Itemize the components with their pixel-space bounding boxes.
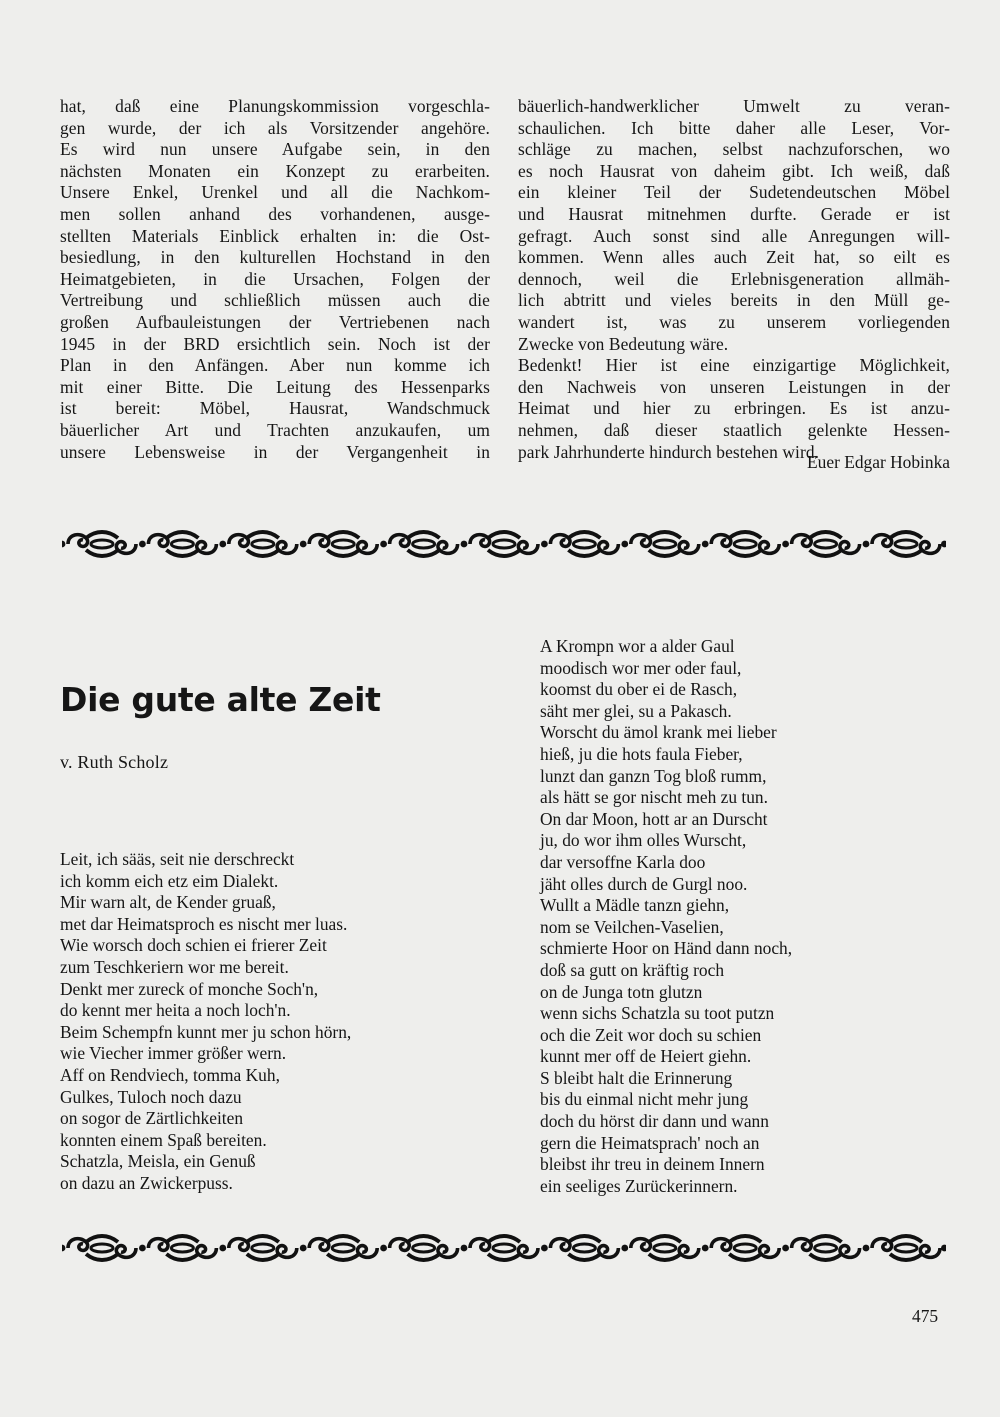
- letter-line: lich abtritt und vieles bereits in den Müll ge-: [518, 290, 950, 311]
- poem-line: schmierte Hoor on Händ dann noch,: [540, 938, 793, 959]
- letter-signature: Euer Edgar Hobinka: [807, 452, 950, 472]
- poem-line: Wullt a Mädle tanzn giehn,: [540, 895, 730, 916]
- poem-line: S bleibt halt die Erinnerung: [540, 1067, 733, 1088]
- poem-line: Schatzla, Meisla, ein Genuß: [60, 1151, 256, 1172]
- ornament-unit: [139, 1236, 216, 1260]
- ornament-unit: [863, 1236, 940, 1260]
- letter-line: und Hausrat mitnehmen durfte. Gerade er ist: [518, 203, 950, 224]
- poem-line: ju, do wor ihm olles Wurscht,: [540, 830, 747, 851]
- poem-line: bis du einmal nicht mehr jung: [540, 1089, 749, 1110]
- article-title: Die gute alte Zeit: [60, 680, 381, 719]
- poem-line: koomst du ober ei de Rasch,: [540, 679, 738, 700]
- letter-line: schaulichen. Ich bitte daher alle Leser, Vor-: [518, 117, 950, 138]
- letter-line: ein kleiner Teil der Sudetendeutschen Möbel: [518, 182, 950, 203]
- ornament-unit: [621, 1236, 698, 1260]
- letter-line: dennoch, weil die Erlebnisgeneration allmäh-: [518, 268, 950, 289]
- ornament-unit: [541, 1236, 618, 1260]
- ornament-unit: [300, 532, 377, 556]
- letter-line: schläge zu machen, selbst nachzuforschen, wo: [518, 139, 950, 160]
- ornament-unit: [461, 532, 538, 556]
- letter-line: Vertreibung und schließlich müssen auch die: [60, 290, 490, 311]
- ornament-unit: [219, 532, 296, 556]
- ornament-unit: [62, 532, 136, 556]
- poem-line: Gulkes, Tuloch noch dazu: [60, 1086, 242, 1107]
- poem-line: nom se Veilchen-Vaselien,: [540, 916, 724, 937]
- letter-line: gefragt. Auch sonst sind alle Anregungen will-: [518, 225, 950, 246]
- letter-line: ist bereit: Möbel, Hausrat, Wandschmuck: [60, 398, 490, 419]
- letter-line: bäuerlich-handwerklicher Umwelt zu veran-: [518, 96, 950, 116]
- letter-line: wandert ist, was zu unserem vorliegenden: [518, 311, 950, 332]
- letter-line: Unsere Enkel, Urenkel und all die Nachkom-: [60, 182, 490, 203]
- poem-line: doch du hörst dir dann und wann: [540, 1111, 769, 1132]
- ornament-unit: [62, 1236, 136, 1260]
- poem-line: konnten einem Spaß bereiten.: [60, 1129, 267, 1150]
- ornament-unit: [782, 532, 859, 556]
- ornament-unit: [702, 532, 779, 556]
- article-author: v. Ruth Scholz: [60, 752, 169, 772]
- poem-line: Aff on Rendviech, tomma Kuh,: [60, 1064, 280, 1085]
- ornament-end-bead: [941, 1245, 946, 1252]
- poem-line: ein seeliges Zurückerinnern.: [540, 1175, 738, 1196]
- ornament-border-top: [62, 528, 946, 560]
- poem-line: on sogor de Zärtlichkeiten: [60, 1108, 244, 1129]
- poem-line: met dar Heimatsproch es nischt mer luas.: [60, 913, 348, 934]
- letter-line: nehmen, daß dieser staatlich gelenkte Hessen-: [518, 419, 950, 440]
- letter-line: Heimat und hier zu erbringen. Es ist anzu-: [518, 398, 950, 419]
- letter-column-right: [518, 96, 950, 463]
- poem-line: Leit, ich sääs, seit nie derschreckt: [60, 849, 295, 869]
- poem-line: gern die Heimatsprach' noch an: [540, 1132, 760, 1153]
- poem-line: wie Viecher immer größer wern.: [60, 1043, 287, 1064]
- ornament-unit: [782, 1236, 859, 1260]
- ornament-unit: [621, 532, 698, 556]
- letter-line: kommen. Wenn alles auch Zeit hat, so eilt es: [518, 247, 950, 268]
- poem-line: do kennt mer heita a noch loch'n.: [60, 1000, 291, 1021]
- letter-line: unsere Lebensweise in der Vergangenheit in: [60, 441, 490, 462]
- letter-line: mit einer Bitte. Die Leitung des Hessenparks: [60, 376, 490, 397]
- letter-line: Es wird nun unsere Aufgabe sein, in den: [60, 139, 490, 160]
- poem-line: hieß, ju die hots faula Fieber,: [540, 743, 743, 764]
- ornament-border-bottom: [62, 1232, 946, 1264]
- poem-line: A Krompn wor a alder Gaul: [540, 636, 735, 656]
- letter-line: es noch Hausrat von daheim gibt. Ich weiß, daß: [518, 160, 950, 181]
- ornament-unit: [300, 1236, 377, 1260]
- letter-line: Heimatgebieten, in die Ursachen, Folgen der: [60, 268, 490, 289]
- letter-line: nächsten Monaten ein Konzept zu erarbeiten.: [60, 160, 490, 181]
- ornament-unit: [219, 1236, 296, 1260]
- letter-line: besiedlung, in den kulturellen Hochstand in den: [60, 247, 490, 268]
- letter-line: den Nachweis von unseren Leistungen in der: [518, 376, 950, 397]
- page-number: 475: [912, 1306, 939, 1326]
- letter-line: park Jahrhunderte hindurch bestehen wird.: [518, 441, 820, 462]
- letter-line: 1945 in der BRD ersichtlich sein. Noch ist der: [60, 333, 490, 354]
- letter-line: bäuerlicher Art und Trachten anzukaufen, um: [60, 419, 490, 440]
- ornament-unit: [541, 532, 618, 556]
- letter-line: Bedenkt! Hier ist eine einzigartige Möglichkeit,: [518, 355, 950, 376]
- poem-line: Worscht du ämol krank mei lieber: [540, 722, 777, 743]
- ornament-end-bead: [941, 541, 946, 548]
- poem-line: och die Zeit wor doch su schien: [540, 1024, 762, 1045]
- poem-line: dar versoffne Karla doo: [540, 851, 706, 872]
- letter-line: hat, daß eine Planungskommission vorgeschla-: [60, 96, 490, 116]
- poem-line: On dar Moon, hott ar an Durscht: [540, 808, 768, 829]
- ornament-unit: [461, 1236, 538, 1260]
- poem-line: Denkt mer zureck of monche Soch'n,: [60, 978, 319, 999]
- scroll-ornament-icon: [62, 528, 946, 560]
- poem-line: bleibst ihr treu in deinem Innern: [540, 1154, 765, 1175]
- ornament-unit: [863, 532, 940, 556]
- scroll-ornament-icon: [62, 1232, 946, 1264]
- poem-line: Mir warn alt, de Kender gruaß,: [60, 892, 276, 913]
- letter-line: gen wurde, der ich als Vorsitzender angehöre.: [60, 117, 490, 138]
- letter-line: Zwecke von Bedeutung wäre.: [518, 333, 729, 354]
- poem-line: on dazu an Zwickerpuss.: [60, 1172, 233, 1193]
- letter-line: großen Aufbauleistungen der Vertriebenen nach: [60, 311, 490, 332]
- poem-line: jäht olles durch de Gurgl noo.: [540, 873, 748, 894]
- ornament-unit: [139, 532, 216, 556]
- letter-line: Plan in den Anfängen. Aber nun komme ich: [60, 355, 490, 376]
- poem-line: doß sa gutt on kräftig roch: [540, 959, 725, 980]
- ornament-unit: [380, 1236, 457, 1260]
- ornament-unit: [380, 532, 457, 556]
- poem-line: moodisch wor mer oder faul,: [540, 657, 742, 678]
- poem-line: zum Teschkeriern wor me bereit.: [60, 956, 289, 977]
- poem-line: als hätt se gor nischt meh zu tun.: [540, 787, 768, 808]
- letter-line: men sollen anhand des vorhandenen, ausge-: [60, 203, 490, 224]
- poem-column-right: [540, 636, 792, 1197]
- poem-line: wenn sichs Schatzla su toot putzn: [540, 1003, 775, 1024]
- letter-column-left: [60, 96, 490, 463]
- poem-line: Beim Schempfn kunnt mer ju schon hörn,: [60, 1021, 352, 1042]
- poem-line: lunzt dan ganzn Tog bloß rumm,: [540, 765, 767, 786]
- ornament-unit: [702, 1236, 779, 1260]
- poem-line: kunnt mer off de Heiert giehn.: [540, 1046, 752, 1067]
- poem-line: ich komm eich etz eim Dialekt.: [60, 870, 279, 891]
- letter-line: stellten Materials Einblick erhalten in: die Ost-: [60, 225, 490, 246]
- poem-line: on de Junga totn glutzn: [540, 981, 703, 1002]
- poem-line: Wie worsch doch schien ei frierer Zeit: [60, 935, 327, 956]
- poem-line: säht mer glei, su a Pakasch.: [540, 700, 732, 721]
- poem-column-left: [60, 849, 351, 1195]
